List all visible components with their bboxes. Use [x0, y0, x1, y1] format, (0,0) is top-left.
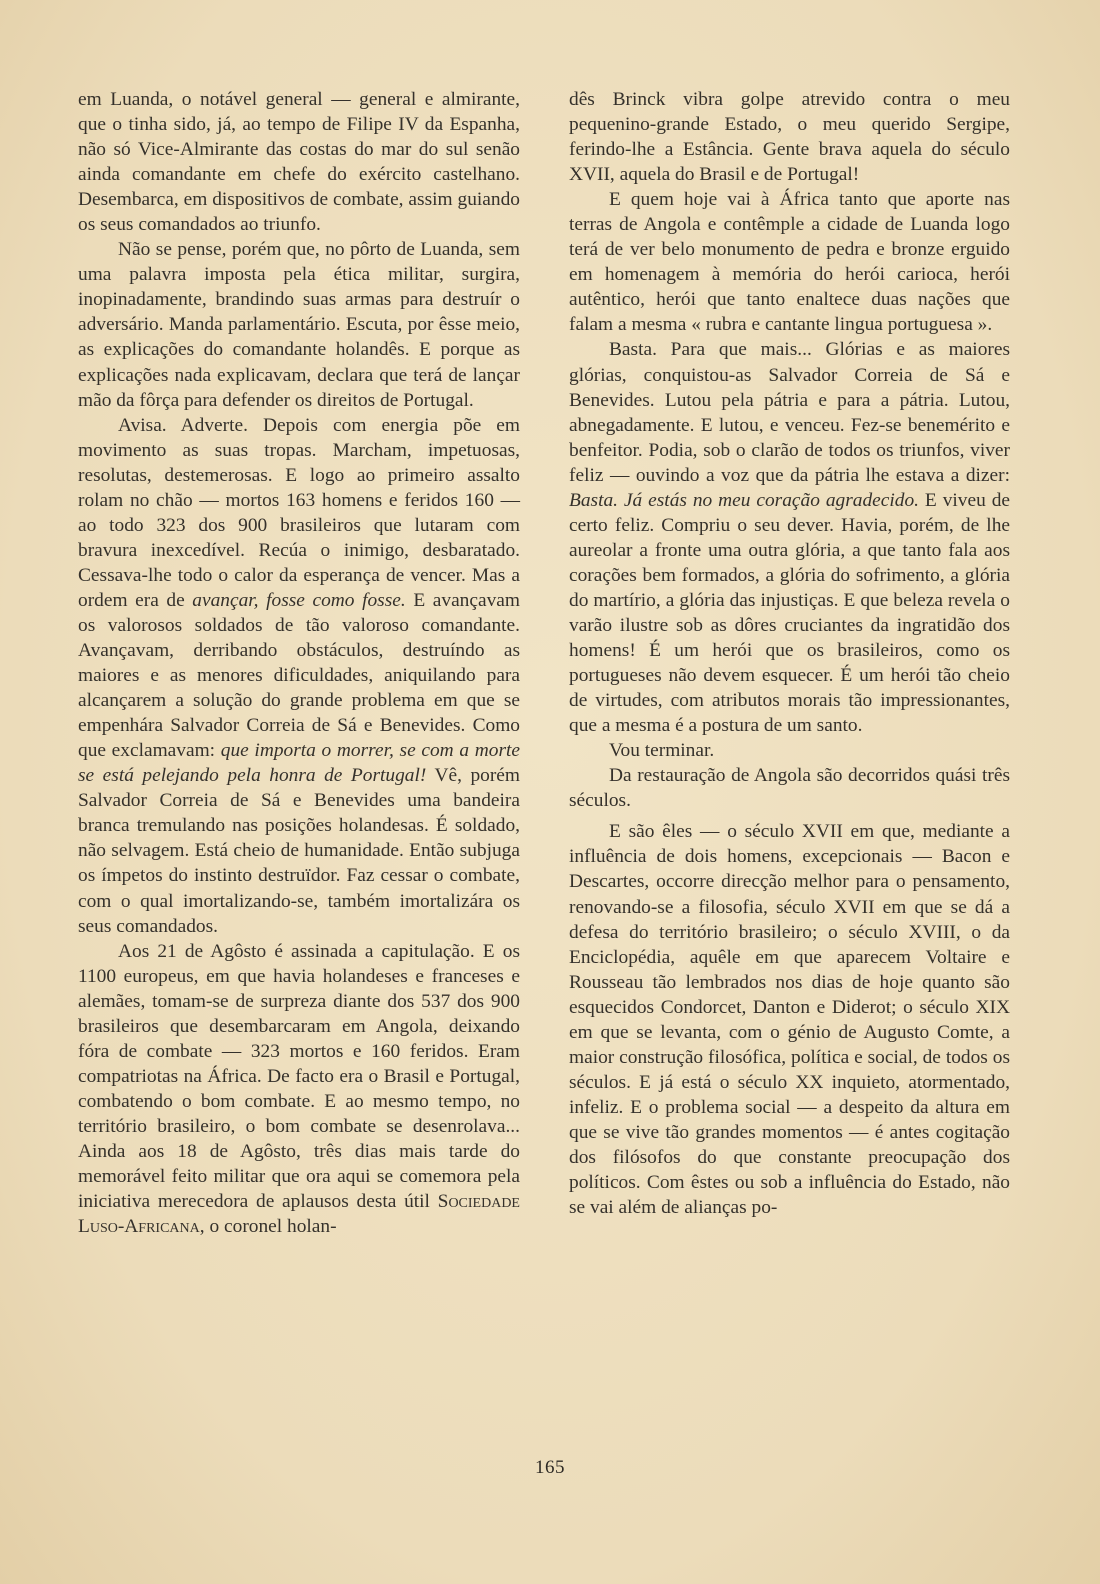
text-run: Vê, porém Salvador Correia de Sá e Benevides uma bandeira branca tremulando nas posições holandesas. É soldado, não selvagem. Está cheio de humanidade. Então subjuga os ímpetos do instinto destruïdor. Faz cessar o combate, com o qual imortalizando-se, também imortalizára os seus comandados.: [78, 765, 520, 937]
text-run: E viveu de certo feliz. Compriu o seu dever. Havia, porém, de lhe aureolar a fronte uma outra glória, a que tanto fala aos corações bem formados, a glória do sofrimento, a glória do martírio, a glória das injustiças. E que beleza revela o varão ilustre sob as dôres cruciantes da ingratidão dos homens! É um herói que os brasileiros, como os portugueses não devem esquecer. É um herói tão cheio de virtudes, com atributos morais tão impressionantes, que a mesma é a postura de um santo.: [569, 489, 1010, 737]
paragraph: [78, 413, 520, 939]
paragraph: E quem hoje vai à África tanto que aporte nas terras de Angola e contêmple a cidade de Luanda logo terá de ver belo monumento de pedra e bronze erguido em homenagem à memória do herói carioca, herói autêntico, herói que tanto enaltece duas nações que falam a mesma « rubra e cantante lingua portuguesa ».: [569, 189, 1010, 336]
page-number: 165: [535, 1457, 565, 1478]
paragraph: Vou terminar.: [609, 740, 715, 762]
small-caps-text: Sociedade Luso-Africana: [78, 1191, 520, 1238]
paragraph: dês Brinck vibra golpe atrevido contra o meu pequenino-grande Estado, o meu querido Sergipe, ferindo-lhe a Estância. Gente brava aquela do século XVII, aquela do Brasil e de Portugal!: [569, 89, 1010, 186]
text-run: , o coronel holan-: [199, 1216, 337, 1238]
paragraph: E são êles — o século XVII em que, mediante a influência de dois homens, excepcionais — Bacon e Descartes, occorre direcção melhor para o pensamento, renovando-se a filosofia, século XVII em que se dá a defesa do território brasileiro; o século XVIII, o da Enciclopédia, aquêle em que aparecem Voltaire e Rousseau tão lembrados nos dias de hoje quanto são esquecidos Condorcet, Danton e Diderot; o século XIX em que se levanta, com o génio de Augusto Comte, a maior construção filosófica, política e social, de todos os séculos. E já está o século XX inquieto, atormentado, infeliz. E o problema social — a despeito da altura em que se vive tão grandes momentos — é antes cogitação dos filósofos do que constante preocupação dos políticos. Com êstes ou sob a influência do Estado, não se vai além de alianças po-: [569, 821, 1010, 1219]
paragraph: [569, 337, 1010, 738]
text-run: Basta. Para que mais... Glórias e as maiores glórias, conquistou-as Salvador Correia de Sá e Benevides. Lutou pela pátria e para a pátria. Lutou, abnegadamente. E lutou, e venceu. Fez-se benemérito e benfeitor. Podia, sob o clarão de todos os triunfos, viver feliz — ouvindo a voz que da pátria lhe estava a dizer:: [569, 339, 1010, 486]
text-run: Aos 21 de Agôsto é assinada a capitulação. E os 1100 europeus, em que havia holandeses e franceses e alemães, tomam-se de surpreza diante dos 537 dos 900 brasileiros que desembarcaram em Angola, deixando fóra de combate — 323 mortos e 160 feridos. Eram compatriotas na África. De facto era o Brasil e Portugal, combatendo o bom combate. E ao mesmo tempo, no território brasileiro, o bom combate se desenrolava... Ainda aos 18 de Agôsto, três dias mais tarde do memorável feito militar que ora aqui se comemora pela iniciativa merecedora de aplausos desta útil: [78, 940, 520, 1213]
right-column: [569, 87, 1010, 1220]
paragraph: em Luanda, o notável general — general e almirante, que o tinha sido, já, ao tempo de Filipe IV da Espanha, não só Vice-Almirante das costas do mar do sul senão ainda comandante em chefe do exército castelhano. Desembarca, em dispositivos de combate, assim guiando os seus comandados ao triunfo.: [78, 89, 520, 236]
paragraph: Não se pense, porém que, no pôrto de Luanda, sem uma palavra imposta pela ética militar, surgira, inopinadamente, brandindo suas armas para destruír o adversário. Manda parlamentário. Escuta, por êsse meio, as explicações do comandante holandês. E porque as explicações nada explicavam, declara que terá de lançar mão da fôrça para defender os direitos de Portugal.: [78, 239, 520, 411]
text-run: Avisa. Adverte. Depois com energia põe em movimento as suas tropas. Marcham, impetuosas, resolutas, destemerosas. E logo ao primeiro assalto rolam no chão — mortos 163 homens e feridos 160 — ao todo 323 dos 900 brasileiros que lutaram com bravura inexcedível. Recúa o inimigo, desbaratado. Cessava-lhe todo o calor da esperança de vencer. Mas a ordem era de: [78, 414, 520, 611]
paragraph: Da restauração de Angola são decorridos quási três séculos.: [569, 765, 1010, 812]
italic-text: que importa o morrer, se com a morte se está pelejando pela honra de Portugal!: [78, 740, 520, 787]
paragraph: [78, 939, 520, 1240]
italic-text: Basta. Já estás no meu coração agradecido.: [569, 489, 920, 511]
italic-text: avançar, fosse como fosse.: [192, 589, 406, 611]
text-run: E avançavam os valorosos soldados de tão valoroso comandante. Avançavam, derribando obstáculos, destruíndo as maiores e as menores dificuldades, aniquilando para alcançarem a solução do grande problema em que se empenhára Salvador Correia de Sá e Benevides. Como que exclamavam:: [78, 589, 520, 762]
left-column: [78, 87, 520, 1239]
